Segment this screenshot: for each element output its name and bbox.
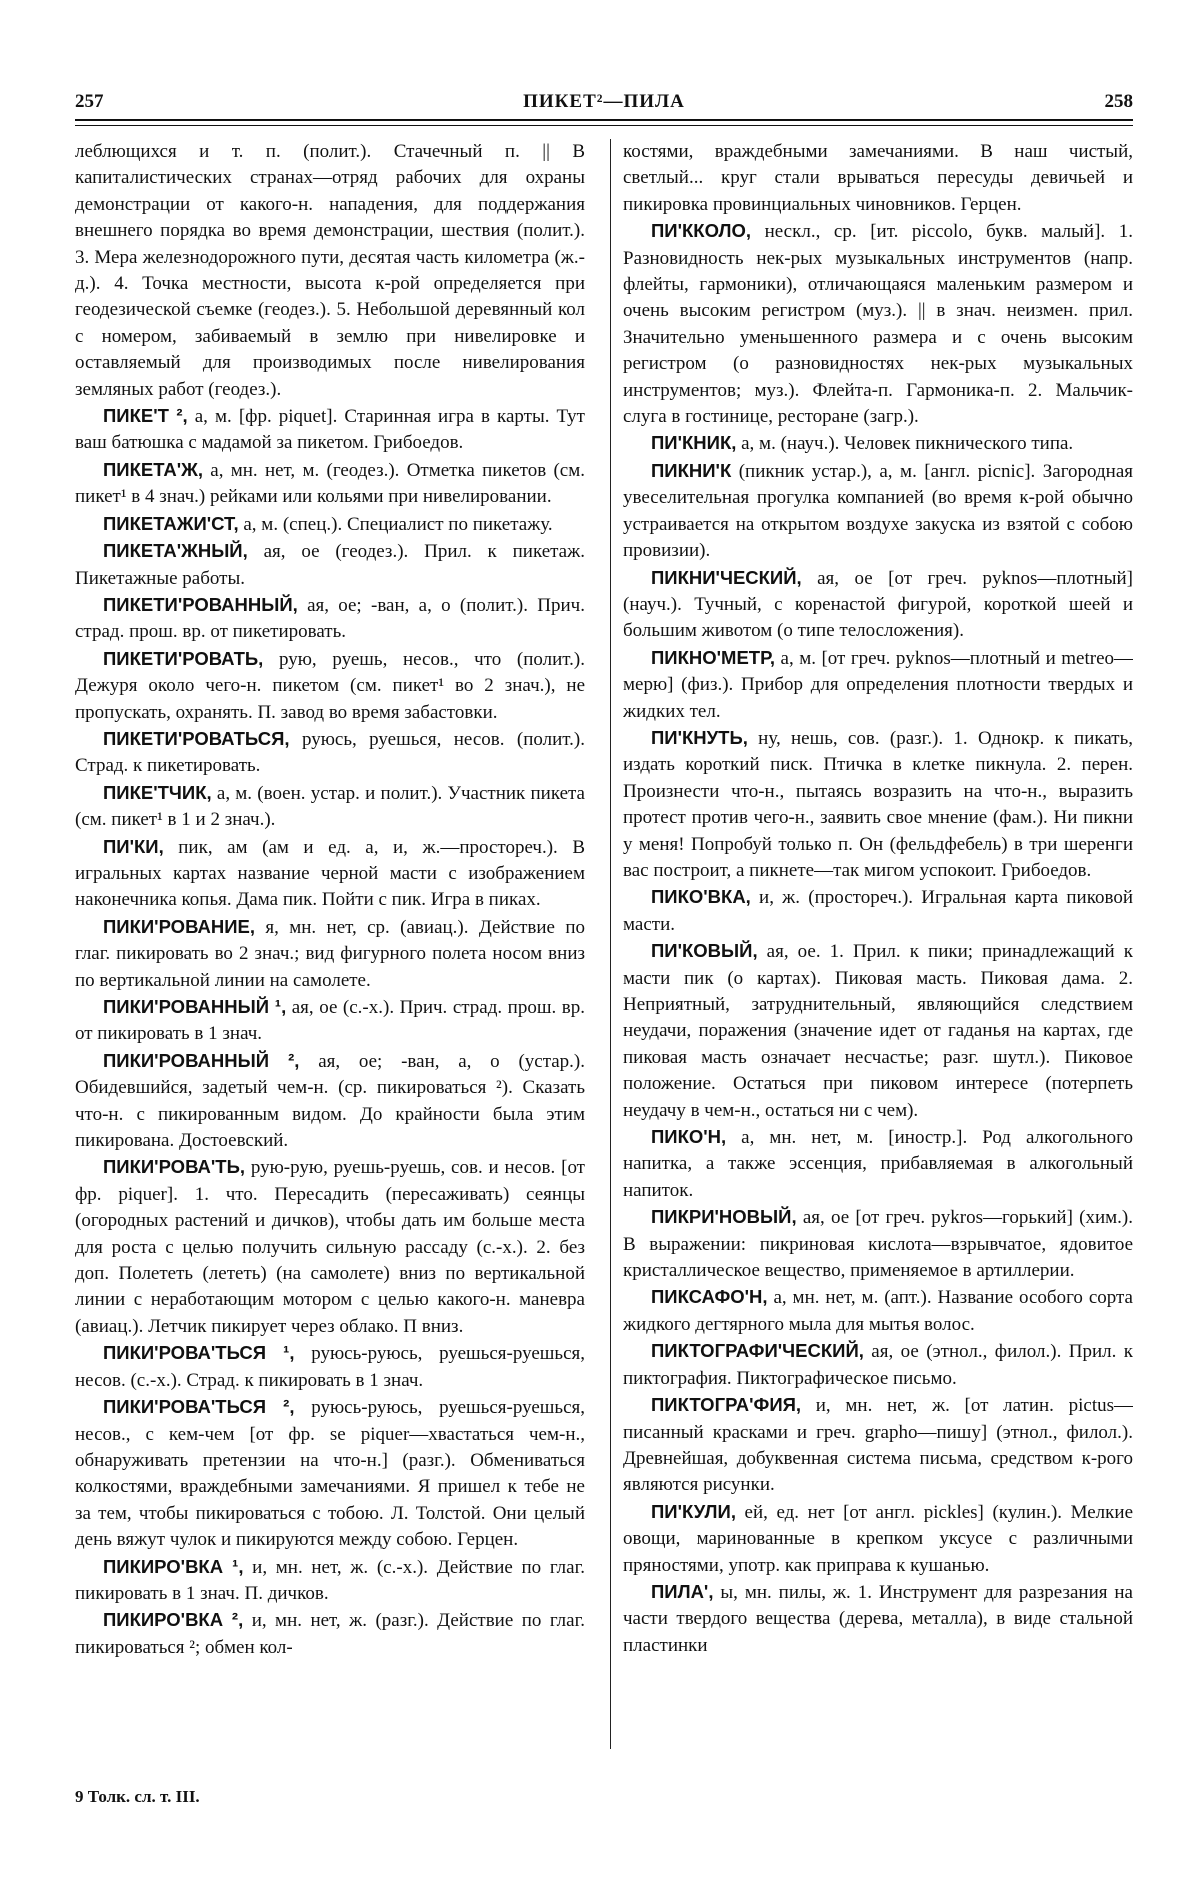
right-column [623,139,1133,1764]
dictionary-entry [75,1554,585,1608]
entry-text: леблющихся и т. п. (полит.). Стачечный п. || В капиталистических странах—отряд рабочих для охраны демонстрации от какого-н. нападения, для поддержания внешнего порядка во время демонстрации, шествия (полит.). 3. Мера железнодорожного пути, десятая часть километра (ж.-д.). 4. Точка местности, высота к-рой определяется при геодезической съемке (геодез.). 5. Небольшой деревянный кол с номером, забиваемый в землю при нивелировке и оставляемый для производимых после нивелирования земляных работ (геодез.). [75,141,585,400]
dictionary-entry [623,430,1133,457]
entry-text: и, мн. нет, ж. (с.-х.). Действие по глаг. пикировать в 1 знач. П. дичков. [75,1556,585,1604]
headword: ПИ'ККОЛО, [651,220,752,242]
headword: ПИКИ'РОВАННЫЙ ¹, [103,996,287,1017]
entry-text: рую, руешь, несов., что (полит.). Дежуря около чего-н. пикетом (см. пикет¹ во 2 знач.), не пропускать, охранять. П. завод во время забастовки. [75,648,585,723]
entry-text: а, мн. нет, м. (апт.). Название особого сорта жидкого дегтярного мыла для мытья волос. [623,1287,1133,1335]
dictionary-entry [623,1124,1133,1204]
headword: ПИ'КНУТЬ, [651,726,748,748]
left-column [75,139,585,1764]
dictionary-entry [75,592,585,646]
page-number-right: 258 [1104,91,1133,112]
headword: ПИКНИ'К [651,459,732,481]
entry-text: ая, ое (с.-х.). Прич. страд. прош. вр. от пикировать в 1 знач. [75,997,585,1045]
headword: ПИКЕТИ'РОВАТЬ, [103,647,264,669]
dictionary-entry [623,1579,1133,1659]
page-header [75,91,1133,121]
headword: ПИКИРО'ВКА ¹, [103,1555,244,1577]
header-rule-thick [75,119,1133,121]
dictionary-entry [623,725,1133,884]
headword: ПИКСАФО'Н, [651,1286,768,1308]
headword: ПИ'КУЛИ, [651,1500,736,1522]
entry-continuation [623,139,1133,218]
dictionary-entry [75,511,585,538]
entry-text: ая, ое [от греч. pyknos—плотный] (науч.). Тучный, с коренастой фигурой, короткой шеей и большим животом (о типе телосложения). [623,567,1133,642]
entry-text: руюсь-руюсь, руешься-руешься, несов. (с.-х.). Страд. к пикировать в 1 знач. [75,1343,585,1391]
entry-text: ая, ое (этнол., филол.). Прил. к пиктография. Пиктографическое письмо. [623,1341,1133,1389]
entry-text: ая, ое [от греч. pykros—горький] (хим.). В выражении: пикриновая кислота—взрывчатое, ядовитое кристаллическое вещество, применяемое в артиллерии. [623,1207,1133,1282]
entry-text: а, м. [от греч. pyknos—плотный и metreo—мерю] (физ.). Прибор для определения плотности твердых и жидких тел. [623,647,1133,722]
entry-text: ая, ое; -ван, а, о (устар.). Обидевшийся, задетый чем-н. (ср. пикироваться ²). Сказать что-н. с пикированным видом. До крайности была этим пикирована. Достоевский. [75,1050,585,1152]
dictionary-entry [75,1394,585,1553]
dictionary-entry [75,1048,585,1155]
entry-text: ая, ое (геодез.). Прил. к пикетаж. Пикетажные работы. [75,541,585,589]
headword: ПИКТОГРА'ФИЯ, [651,1394,802,1416]
entry-text: ей, ед. нет [от англ. pickles] (кулин.). Мелкие овощи, маринованные в крепком уксусе с различными пряностями, употр. как приправа к кушанью. [623,1501,1133,1576]
headword: ПИКИРО'ВКА ², [103,1609,244,1631]
entry-text: ы, мн. пилы, ж. 1. Инструмент для разрезания на части твердого вещества (дерева, металла), в виде стальной пластинки [623,1581,1133,1656]
dictionary-entry [623,218,1133,430]
headword: ПИЛА', [651,1580,714,1602]
dictionary-entry [75,457,585,511]
entry-text: и, мн. нет, ж. (разг.). Действие по глаг. пикироваться ²; обмен кол- [75,1610,585,1658]
dictionary-entry [75,1607,585,1661]
dictionary-entry [75,780,585,834]
entry-text: а, мн. нет, м. (геодез.). Отметка пикетов (см. пикет¹ в 4 знач.) рейками или кольями при нивелировании. [75,459,585,508]
entry-text: и, ж. (простореч.). Игральная карта пиковой масти. [623,887,1133,935]
headword: ПИ'КИ, [103,835,164,857]
headword: ПИКЕТАЖИ'СТ, [103,512,239,534]
dictionary-entry [623,1338,1133,1392]
running-head: ПИКЕТ²—ПИЛА [523,91,685,112]
entry-continuation [75,139,585,403]
headword: ПИКТОГРАФИ'ЧЕСКИЙ, [651,1340,864,1362]
headword: ПИКЕТА'Ж, [103,458,203,480]
dictionary-entry [623,938,1133,1124]
dictionary-entry [75,994,585,1048]
headword: ПИКИ'РОВАННЫЙ ², [103,1049,300,1071]
headword: ПИКО'ВКА, [651,886,751,908]
headword: ПИКО'Н, [651,1126,727,1148]
headword: ПИКРИ'НОВЫЙ, [651,1206,797,1228]
entry-text: рую-рую, руешь-руешь, сов. и несов. [от фр. piquer]. 1. что. Пересадить (пересаживать) сеянцы (огородных растений и дичков), чтобы дать им больше места для роста с целью получить сильную рассаду (с.-х.). 2. без доп. Полететь (лететь) (на самолете) вниз по вертикальной линии с неработающим мотором с целью какого-н. маневра (авиац.). Летчик пикирует через облако. П вниз. [75,1157,585,1337]
headword: ПИКЕ'ТЧИК, [103,781,212,803]
dictionary-entry [623,458,1133,565]
entry-text: а, м. (спец.). Специалист по пикетажу. [238,513,553,535]
dictionary-entry [75,914,585,994]
entry-text: пик, ам (ам и ед. а, и, ж.—простореч.). В игральных картах название черной масти с изображением наконечника копья. Дама пик. Пойти с пик. Игра в пиках. [75,836,585,911]
entry-text: руюсь-руюсь, руешься-руешься, несов., с кем-чем [от фр. se piquer—хвастаться чем-н., обнаруживать претензии на что-н.] (разг.). Обмениваться колкостями, враждебными замечаниями. Я пришел к тебе не за тем, чтобы пикироваться с тобою. Л. Толстой. Они целый день вяжут чулок и пикируются между собою. Герцен. [75,1397,585,1551]
dictionary-entry [623,1204,1133,1284]
entry-text: ая, ое; -ван, а, о (полит.). Прич. страд. прош. вр. от пикетировать. [75,594,585,643]
entry-text: а, м. [фр. piquet]. Старинная игра в карты. Тут ваш батюшка с мадамой за пикетом. Грибоедов. [75,406,585,454]
dictionary-entry [623,1284,1133,1338]
headword: ПИКЕТА'ЖНЫЙ, [103,540,248,562]
dictionary-entry [75,403,585,457]
entry-text: нескл., ср. [ит. piccolo, букв. малый]. 1. Разновидность нек-рых музыкальных инструментов (напр. флейты, гармоники), отличающаяся маленьким размером и очень высоким регистром (муз.). || в знач. неизмен. прил. Значительно уменьшенного размера и с очень высоким регистром (о разновидностях нек-рых музыкальных инструментов; муз.). Флейта-п. Гармоника-п. 2. Мальчик-слуга в гостинице, ресторане (загр.). [623,221,1133,428]
headword: ПИ'КНИК, [651,432,737,454]
headword: ПИКИ'РОВА'ТЬСЯ ², [103,1396,295,1418]
headword: ПИ'КОВЫЙ, [651,940,758,962]
dictionary-entry [623,1499,1133,1579]
headword: ПИКЕТИ'РОВАТЬСЯ, [103,727,290,749]
headword: ПИКИ'РОВА'ТЬСЯ ¹, [103,1342,295,1364]
entry-text: ну, нешь, сов. (разг.). 1. Однокр. к пикать, издать короткий писк. Птичка в клетке пикнула. 2. перен. Произнести что-н., пытаясь возразить на что-н., выразить протест против чего-н., заявить свое мнение (фам.). Ни пикни у меня! Попробуй только п. Он (фельдфебель) в три шеренги вас построит, а пикнете—так мигом успокоит. Грибоедов. [623,727,1133,881]
headword: ПИКИ'РОВАНИЕ, [103,915,256,937]
page-number-left: 257 [75,91,104,112]
entry-text: (пикник устар.), а, м. [англ. picnic]. Загородная увеселительная прогулка компанией (во время к-рой обычно устраивается на открытом воздухе закуска из взятой с собою провизии). [623,460,1133,562]
printer-signature: 9 Толк. сл. т. III. [75,1787,200,1806]
dictionary-entry [75,1340,585,1394]
entry-text: я, мн. нет, ср. (авиац.). Действие по глаг. пикировать во 2 знач.; вид фигурного полета носом вниз по вертикальной линии на самолете. [75,916,585,991]
headword: ПИКИ'РОВА'ТЬ, [103,1156,246,1178]
dictionary-entry [75,1154,585,1340]
dictionary-entry [623,1392,1133,1499]
dictionary-entry [75,646,585,726]
entry-text: а, м. (науч.). Человек пикнического типа. [736,433,1074,455]
entry-text: и, мн. нет, ж. [от латин. pictus—писанный красками и греч. grapho—пишу] (этнол., филол.). Древнейшая, добуквенная система письма, средством к-рого являются рисунки. [623,1395,1133,1496]
header-rule-thin [75,125,1133,126]
dictionary-entry [75,726,585,780]
headword: ПИКНО'МЕТР, [651,646,776,668]
entry-text: а, м. (воен. устар. и полит.). Участник пикета (см. пикет¹ в 1 и 2 знач.). [75,782,585,831]
entry-text: ая, ое. 1. Прил. к пики; принадлежащий к масти пик (о картах). Пиковая масть. Пиковая дама. 2. Неприятный, затруднительный, являющийся следствием неудачи, поражения (значение идет от гаданья на картах, где пиковая масть означает несчастье; разг. шутл.). Пиковое положение. Остаться при пиковом интересе (потерпеть неудачу в чем-н., остаться ни с чем). [623,941,1133,1121]
dictionary-entry [75,834,585,914]
entry-text: руюсь, руешься, несов. (полит.). Страд. к пикетировать. [75,728,585,777]
dictionary-entry [75,538,585,592]
dictionary-entry [623,645,1133,725]
dictionary-entry [623,884,1133,938]
headword: ПИКЕТИ'РОВАННЫЙ, [103,593,298,615]
dictionary-entry [623,565,1133,645]
headword: ПИКНИ'ЧЕСКИЙ, [651,566,802,588]
column-divider [610,139,611,1749]
headword: ПИКЕ'Т ², [103,405,188,427]
entry-text: костями, враждебными замечаниями. В наш чистый, светлый... круг стали врываться пересуды девичьей и пикировка провинциальных чиновников. Герцен. [623,141,1133,215]
entry-text: а, мн. нет, м. [иностр.]. Род алкогольного напитка, а также эссенция, прибавляемая в алкогольный напиток. [623,1127,1133,1201]
